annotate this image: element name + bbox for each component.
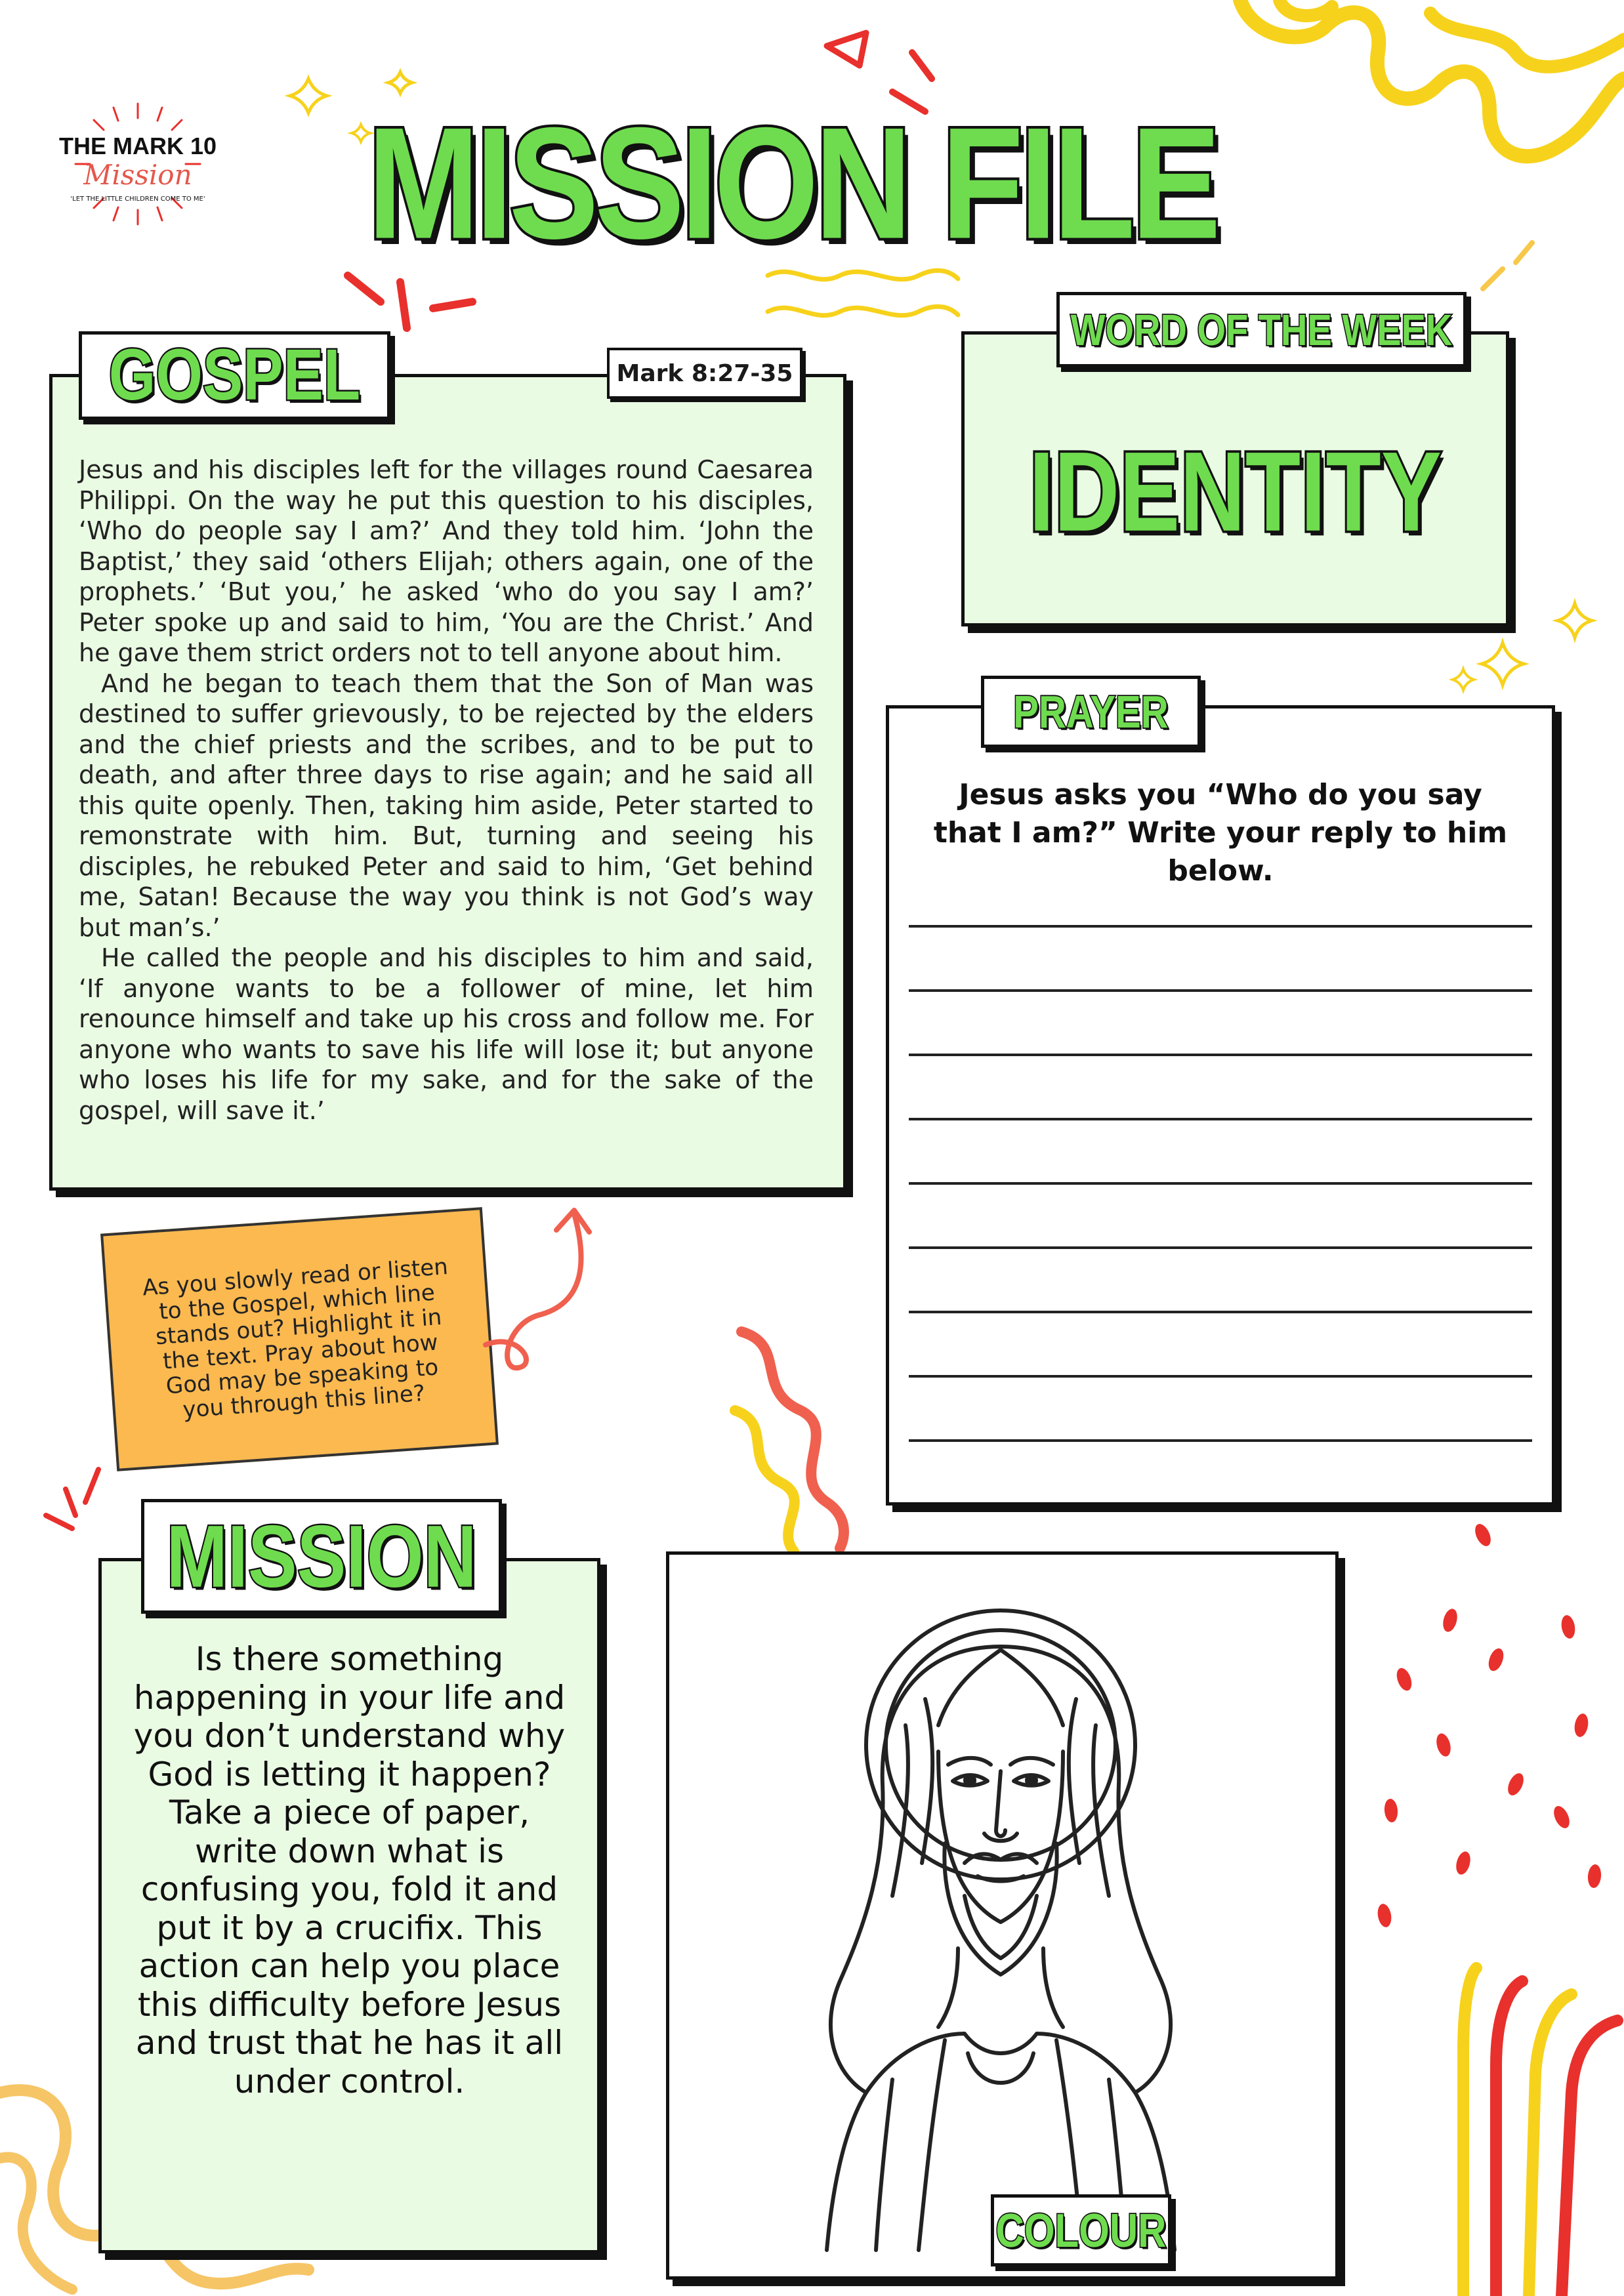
writing-line[interactable] <box>909 1246 1532 1249</box>
gospel-text <box>79 455 814 1126</box>
gospel-tab-label: GOSPEL <box>108 335 361 416</box>
yellow-swirl-doodle-top-right <box>1214 0 1624 216</box>
red-burst-doodle-left <box>39 1463 118 1548</box>
prayer-tab <box>981 676 1201 748</box>
logo-script: Mission <box>83 159 192 191</box>
squiggle-doodle-center <box>715 1319 879 1555</box>
gospel-tab <box>79 331 390 420</box>
logo-title: THE MARK 10 <box>58 133 217 159</box>
prayer-prompt: Jesus asks you “Who do you say that I am?” Write your reply to him below. <box>933 778 1508 888</box>
jesus-outline-drawing <box>669 1555 1335 2276</box>
logo-tagline: 'LET THE LITTLE CHILDREN COME TO ME' <box>70 195 205 203</box>
gospel-paragraph: And he began to teach them that the Son of Man was destined to suffer grievously, to be rejected by the elders and the chief priests and the scribes, and to be put to death, and after three days to rise again; and he said all this quite openly. Then, taking him aside, Peter started to remonstrate with him. But, turning and seeing his disciples, he rebuked Peter and said to him, ‘Get behind me, Satan! Because the way you think is not God’s way but man’s.’ <box>79 668 814 942</box>
word-of-week-tab-label: WORD OF THE WEEK <box>1070 304 1453 355</box>
word-of-week-box <box>961 331 1509 626</box>
colour-tab-label: COLOUR <box>995 2204 1167 2257</box>
prayer-box <box>886 705 1555 1506</box>
writing-line[interactable] <box>909 1182 1532 1185</box>
gospel-paragraph: Jesus and his disciples left for the villages round Caesarea Philippi. On the way he put this question to his disciples, ‘Who do people say I am?’ And they told him. ‘John the Baptist,’ they said ‘others Elijah; others again, one of the prophets.’ ‘But you,’ he asked ‘who do you say I am?’ Peter spoke up and said to him, ‘You are the Christ.’ And he gave them strict orders not to tell anyone about him. <box>79 455 814 667</box>
gospel-reference: Mark 8:27-35 <box>616 359 793 387</box>
writing-line[interactable] <box>909 1311 1532 1313</box>
mission-box <box>98 1558 600 2253</box>
gospel-paragraph: He called the people and his disciples to him and said, ‘If anyone wants to be a follower of mine, let him renounce himself and take up his cross and follow me. For anyone who wants to save his life will lose it; but anyone who loses his life for my sake, and for the sake of the gospel, will save it.’ <box>79 943 814 1125</box>
word-of-week-tab <box>1056 292 1467 367</box>
stripe-doodle-bottom-right <box>1424 1961 1624 2296</box>
colouring-picture-box <box>666 1551 1339 2280</box>
logo <box>46 98 230 230</box>
red-dots-doodle <box>1345 1509 1608 1935</box>
writing-line[interactable] <box>909 1375 1532 1378</box>
colour-tab <box>991 2194 1171 2266</box>
yellow-dashes-doodle <box>1476 236 1555 295</box>
sticky-note <box>100 1207 499 1471</box>
gospel-box <box>49 374 846 1191</box>
writing-line[interactable] <box>909 1439 1532 1442</box>
page-title: MISSION FILE <box>367 94 1217 272</box>
writing-line[interactable] <box>909 1054 1532 1056</box>
mission-tab-label: MISSION <box>166 1507 477 1606</box>
writing-line[interactable] <box>909 925 1532 928</box>
mission-tab <box>141 1499 502 1614</box>
writing-line[interactable] <box>909 1118 1532 1120</box>
curly-arrow-icon <box>479 1200 623 1378</box>
mission-text: Is there something happening in your life and you don’t understand why God is letting it happen? Take a piece of paper, write down what is confusing you, fold it and put it by a crucifix. This action can help you place this difficulty before Jesus and trust that he has it all under control. <box>133 1640 566 2101</box>
word-of-week-word: IDENTITY <box>1029 428 1442 556</box>
gospel-reference-tag <box>607 348 802 399</box>
prayer-tab-label: PRAYER <box>1013 686 1169 737</box>
sticky-note-text: As you slowly read or listen to the Gospel, which line stands out? Highlight it in the text. Pray about how God may be speaking to you through this line? <box>141 1253 449 1424</box>
yellow-wave-doodle <box>761 262 965 335</box>
writing-line[interactable] <box>909 989 1532 992</box>
